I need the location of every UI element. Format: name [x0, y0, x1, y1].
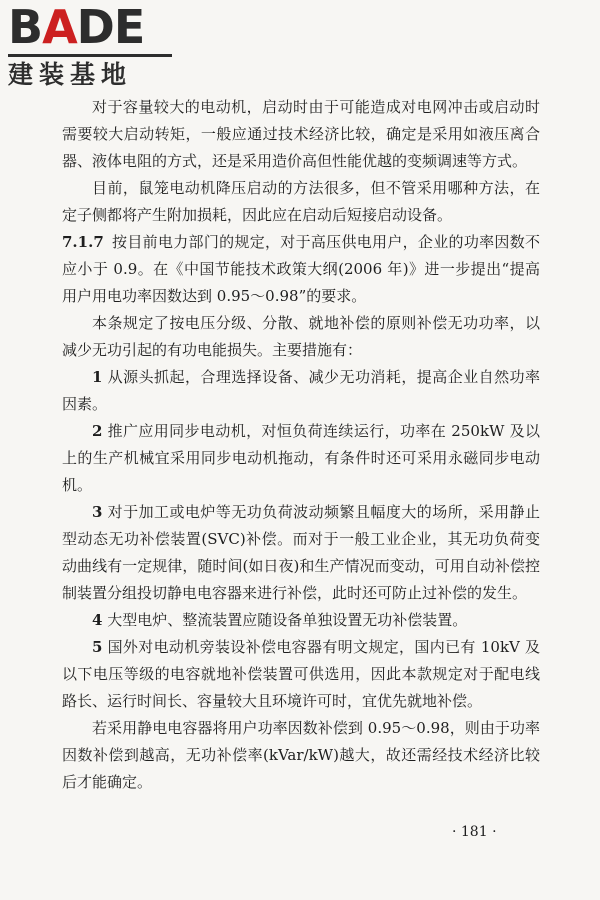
logo-wordmark: BADE — [8, 0, 145, 54]
logo-accent-letter: A — [42, 0, 77, 54]
list-item: 4 大型电炉、整流装置应随设备单独设置无功补偿装置。 — [92, 611, 468, 629]
page-body — [62, 94, 540, 796]
list-item: 5 国外对电动机旁装设补偿电容器有明文规定，国内已有 10kV 及以下电压等级的电容就地补偿装置可供选用，因此本款规定对于配电线路长、运行时间长、容量较大且环境许可时，宜优先就地补偿。 — [62, 638, 540, 710]
clause-paragraph — [62, 229, 540, 310]
paragraph: 本条规定了按电压分级、分散、就地补偿的原则补偿无功功率，以减少无功引起的有功电能损失。主要措施有： — [62, 314, 540, 359]
logo-divider — [8, 54, 172, 57]
publisher-logo — [8, 0, 180, 89]
paragraph: 目前，鼠笼电动机降压启动的方法很多，但不管采用哪种方法，在定子侧都将产生附加损耗，因此应在启动后短接启动设备。 — [62, 179, 540, 224]
list-item: 2 推广应用同步电动机，对恒负荷连续运行，功率在 250kW 及以上的生产机械宜采用同步电动机拖动，有条件时还可采用永磁同步电动机。 — [62, 422, 540, 494]
clause-text: 按目前电力部门的规定，对于高压供电用户，企业的功率因数不应小于 0.9。在《中国节能技术政策大纲(2006 年)》进一步提出“提高用户用电功率因数达到 0.95～0.98”的要求。 — [62, 233, 540, 305]
paragraph: 对于容量较大的电动机，启动时由于可能造成对电网冲击或启动时需要较大启动转矩，一般应通过技术经济比较，确定是采用如液压离合器、液体电阻的方式，还是采用造价高但性能优越的变频调速等方式。 — [62, 98, 540, 170]
clause-number: 7.1.7 — [62, 233, 104, 251]
paragraph: 若采用静电电容器将用户功率因数补偿到 0.95～0.98，则由于功率因数补偿到越高，无功补偿率(kVar/kW)越大，故还需经技术经济比较后才能确定。 — [62, 719, 540, 791]
list-item: 3 对于加工或电炉等无功负荷波动频繁且幅度大的场所，采用静止型动态无功补偿装置(SVC)补偿。而对于一般工业企业，其无功负荷变动曲线有一定规律，随时间(如日夜)和生产情况而变动，可用自动补偿控制装置分组投切静电电容器来进行补偿，此时还可防止过补偿的发生。 — [62, 503, 540, 602]
page-number: · 181 · — [452, 824, 497, 840]
logo-subtitle: 建装基地 — [8, 60, 133, 89]
list-item: 1 从源头抓起，合理选择设备、减少无功消耗，提高企业自然功率因素。 — [62, 368, 540, 413]
